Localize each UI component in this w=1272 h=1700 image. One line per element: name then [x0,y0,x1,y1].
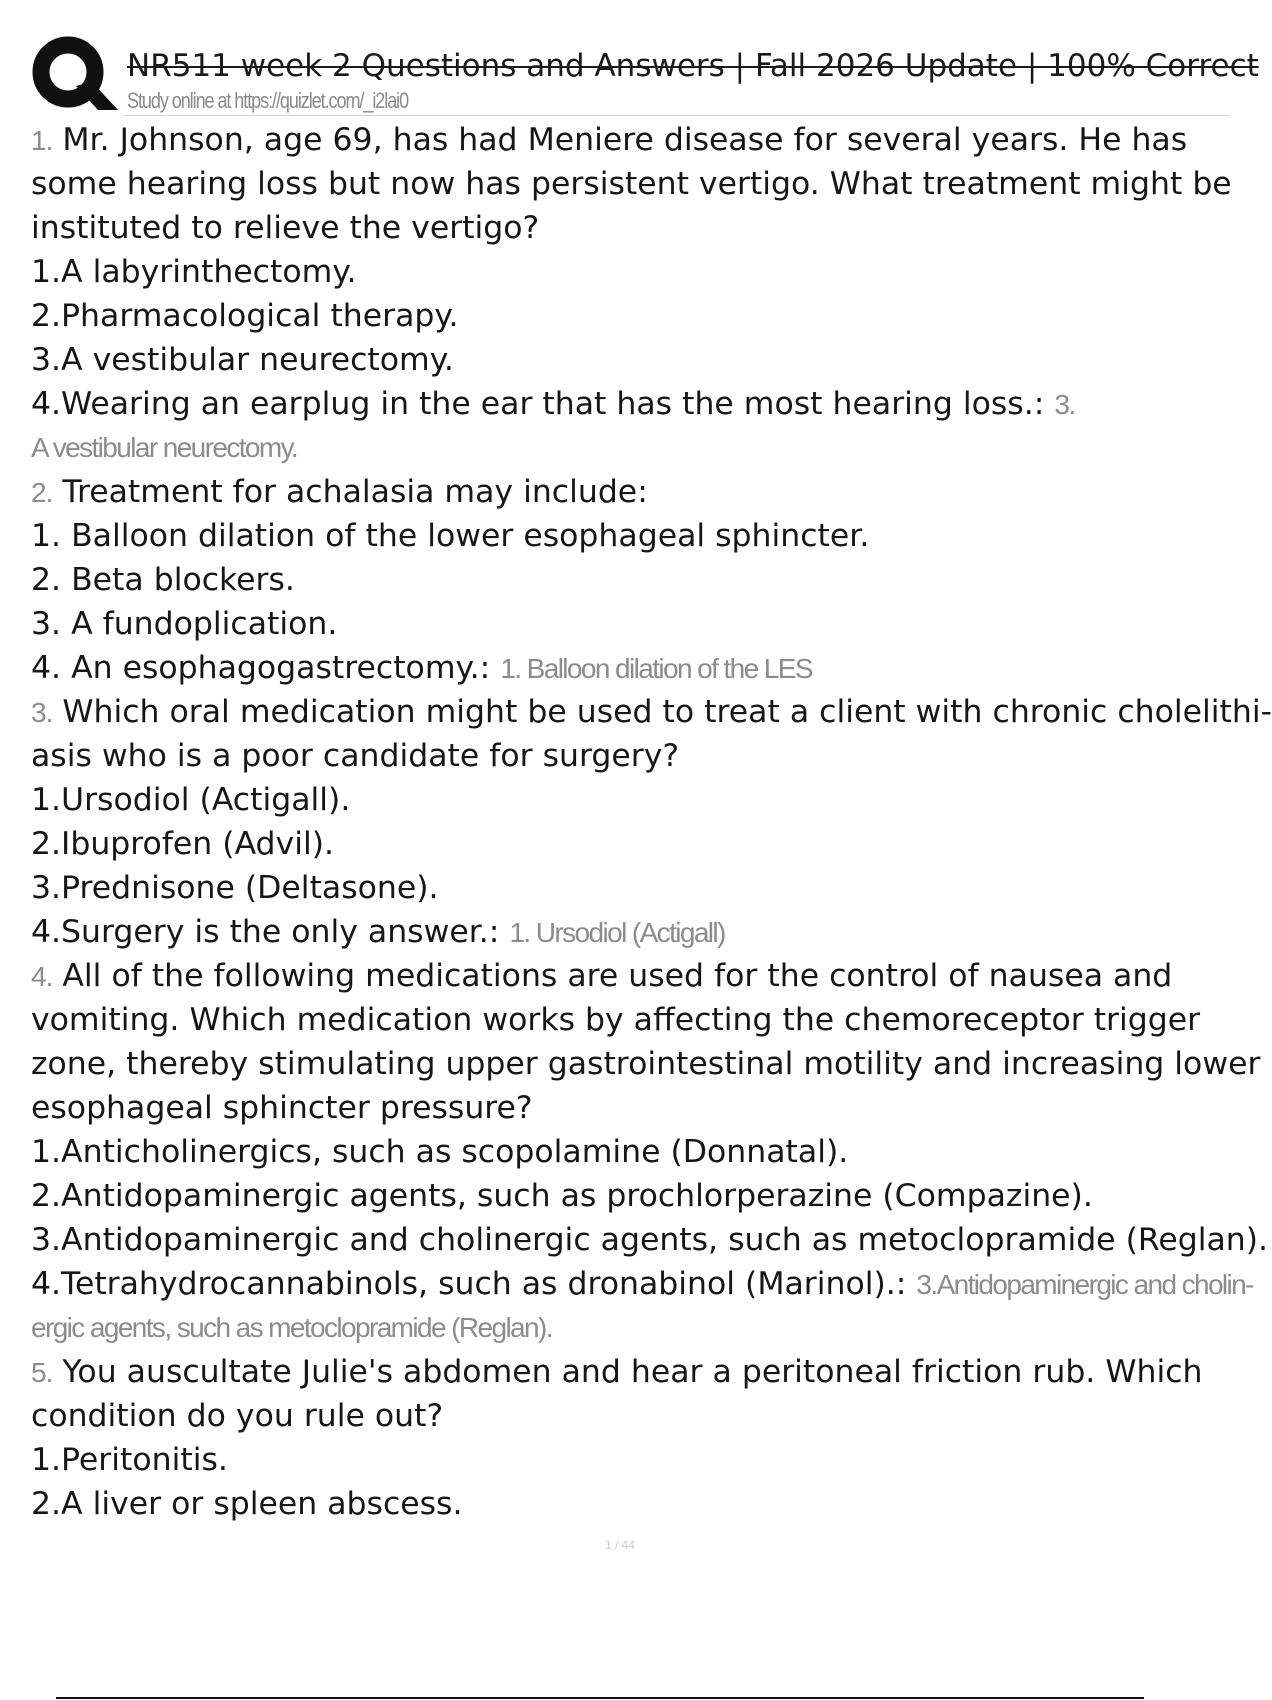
answer-option: 4.Surgery is the only answer.: 1. Ursodiol (Actigall) [31,914,725,950]
correct-answer-continuation: A vestibular neurectomy. [31,432,298,463]
question-number: 5. [31,1357,53,1388]
question-stem-line: some hearing loss but now has persistent vertigo. What treatment might be [31,166,1232,202]
question-stem-line: 4. All of the following medications are used for the control of nausea and [31,958,1173,994]
question-stem-line: instituted to relieve the vertigo? [31,210,540,246]
questions-list [31,118,1272,1526]
question-stem-line: 5. You auscultate Julie's abdomen and hear a peritoneal friction rub. Which [31,1354,1203,1390]
study-online-link[interactable]: Study online at https://quizlet.com/_i2lai0 [127,88,409,113]
correct-answer-continuation: ergic agents, such as metoclopramide (Reglan). [31,1312,552,1343]
answer-option: 2.A liver or spleen abscess. [31,1486,463,1522]
answer-option: 1.Anticholinergics, such as scopolamine (Donnatal). [31,1134,849,1170]
question-stem-line: vomiting. Which medication works by affecting the chemoreceptor trigger [31,1002,1201,1038]
question-item [31,118,1232,470]
question-stem-line: 1. Mr. Johnson, age 69, has had Meniere disease for several years. He has [31,122,1188,158]
question-stem-line: 3. Which oral medication might be used to treat a client with chronic cholelithi- [31,694,1272,730]
footer-divider [56,1697,1144,1699]
question-number: 2. [31,477,53,508]
question-stem-line: zone, thereby stimulating upper gastrointestinal motility and increasing lower [31,1046,1261,1082]
header-divider [125,115,1230,116]
answer-option: 1.Ursodiol (Actigall). [31,782,351,818]
question-stem-line: condition do you rule out? [31,1398,444,1434]
question-number: 4. [31,961,53,992]
question-number: 3. [31,697,53,728]
question-item [31,470,1200,690]
correct-answer: 3.Antidopaminergic and cholin- [916,1269,1253,1300]
answer-option: 2.Antidopaminergic agents, such as prochlorperazine (Compazine). [31,1178,1093,1214]
question-number: 1. [31,125,53,156]
answer-option: 4. An esophagogastrectomy.: 1. Balloon dilation of the LES [31,650,812,686]
question-stem-line: esophageal sphincter pressure? [31,1090,533,1126]
question-item [31,954,1269,1350]
page-indicator: 1 / 44 [604,1538,636,1552]
answer-option: 1. Balloon dilation of the lower esophageal sphincter. [31,518,870,554]
answer-option: 2. Beta blockers. [31,562,295,598]
answer-option: 1.Peritonitis. [31,1442,228,1478]
correct-answer: 3. [1054,389,1075,420]
question-item [31,690,1272,954]
answer-option: 4.Wearing an earplug in the ear that has the most hearing loss.: 3. [31,386,1075,422]
answer-option: 3.A vestibular neurectomy. [31,342,454,378]
document-header [30,30,1259,116]
answer-option: 2.Ibuprofen (Advil). [31,826,335,862]
quizlet-logo-icon [32,36,138,114]
answer-option: 3. A fundoplication. [31,606,338,642]
answer-option: 1.A labyrinthectomy. [31,254,357,290]
correct-answer: 1. Balloon dilation of the LES [500,653,812,684]
question-stem-line: asis who is a poor candidate for surgery? [31,738,680,774]
answer-option: 3.Prednisone (Deltasone). [31,870,439,906]
correct-answer: 1. Ursodiol (Actigall) [509,917,725,948]
question-item [31,1350,1203,1526]
answer-option: 3.Antidopaminergic and cholinergic agents, such as metoclopramide (Reglan). [31,1222,1269,1258]
answer-option: 2.Pharmacological therapy. [31,298,459,334]
answer-option: 4.Tetrahydrocannabinols, such as dronabinol (Marinol).: 3.Antidopaminergic and cholin- [31,1266,1253,1302]
document-title: NR511 week 2 Questions and Answers | Fall 2026 Update | 100% Correct [127,48,1259,84]
question-stem-line: 2. Treatment for achalasia may include: [31,474,648,510]
